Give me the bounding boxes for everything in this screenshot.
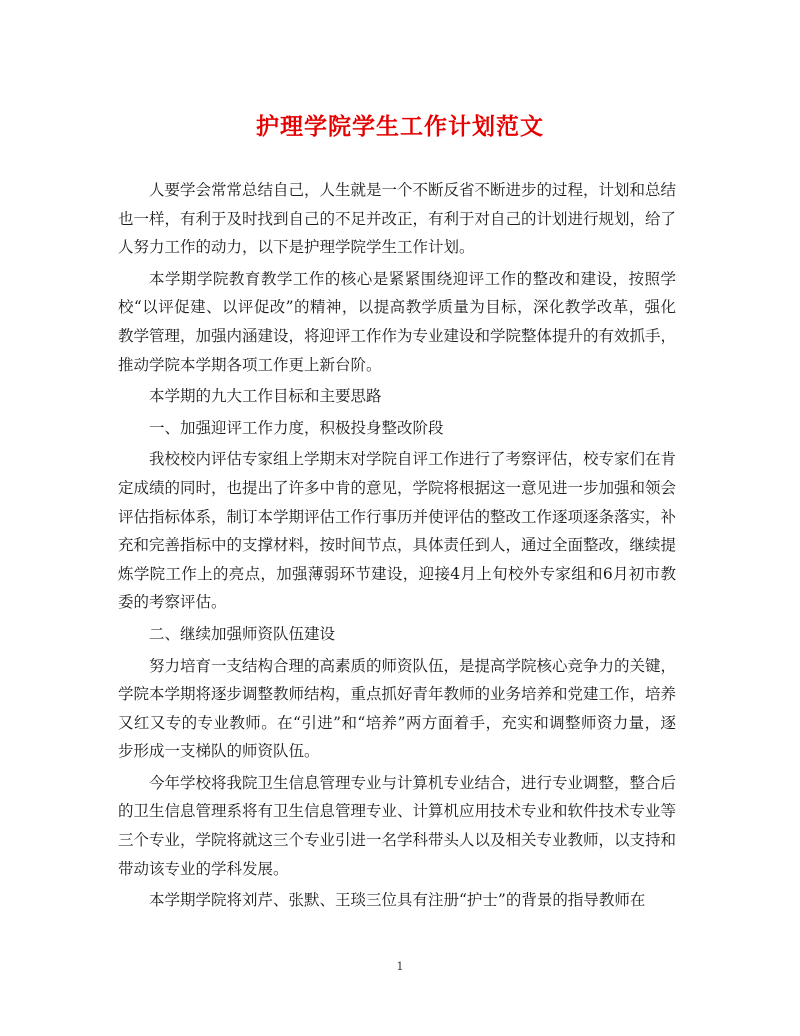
page-number: 1 xyxy=(396,960,404,973)
document-body xyxy=(118,176,676,918)
section-heading-1: 一、加强迎评工作力度，积极投身整改阶段 xyxy=(149,418,444,437)
paragraph-faculty: 努力培育一支结构合理的高素质的师资队伍，是提高学院核心竞争力的关键，学院本学期将逐步调整教师结构，重点抓好青年教师的业务培养和党建工作，培养又红又专的专业教师。在“引进”和“培养”两方面着手，充实和调整师资力量，逐步形成一支梯队的师资队伍。 xyxy=(118,656,677,761)
paragraph-evaluation: 我校校内评估专家组上学期末对学院自评工作进行了考察评估，校专家们在肯定成绩的同时，也提出了许多中肯的意见，学院将根据这一意见进一步加强和领会 评估指标体系，制订本学期评估工作行事历并使评估的整改工作逐项逐条落实，补充和完善指标中的支撑材料，按时间节点，具体责任到人，通过全面整改，继续提 炼学院工作上的亮点，加强薄弱环节建设，迎接4月上旬校外专家组和6月初市教委的考察评估。 xyxy=(118,450,677,612)
paragraph-goals-heading: 本学期的九大工作目标和主要思路 xyxy=(149,387,382,406)
paragraph-core-work: 本学期学院教育教学工作的核心是紧紧围绕迎评工作的整改和建设，按照学校“以评促建、以评促改”的精神，以提高教学质量为目标，深化教学改革，强化教学管理，加强内涵建设，将迎评工作作为专业建设和学院整体提升的有效抓手，推动学院本学期各项工作更上新台阶。 xyxy=(118,269,677,374)
section-heading-2: 二、继续加强师资队伍建设 xyxy=(149,624,336,643)
document-title: 护理学院学生工作计划范文 xyxy=(256,113,544,140)
paragraph-intro: 人要学会常常总结自己，人生就是一个不断反省不断进步的过程，计划和总结也一样，有利于及时找到自己的不足并改正，有利于对自己的计划进行规划，给了人努力工作的动力，以下是护理学院学生工作计划。 xyxy=(118,181,677,257)
paragraph-majors: 今年学校将我院卫生信息管理专业与计算机专业结合，进行专业调整，整合后的卫生信息管理系将有卫生信息管理专业、计算机应用技术专业和软件技术专业等三个专业，学院将就这三个专业引进一名学科带头人以及相关专业教师，以支持和带动该专业的学科发展。 xyxy=(118,773,677,878)
paragraph-instructors: 本学期学院将刘芹、张默、王琰三位具有注册“护士”的背景的指导教师在 xyxy=(149,891,646,910)
